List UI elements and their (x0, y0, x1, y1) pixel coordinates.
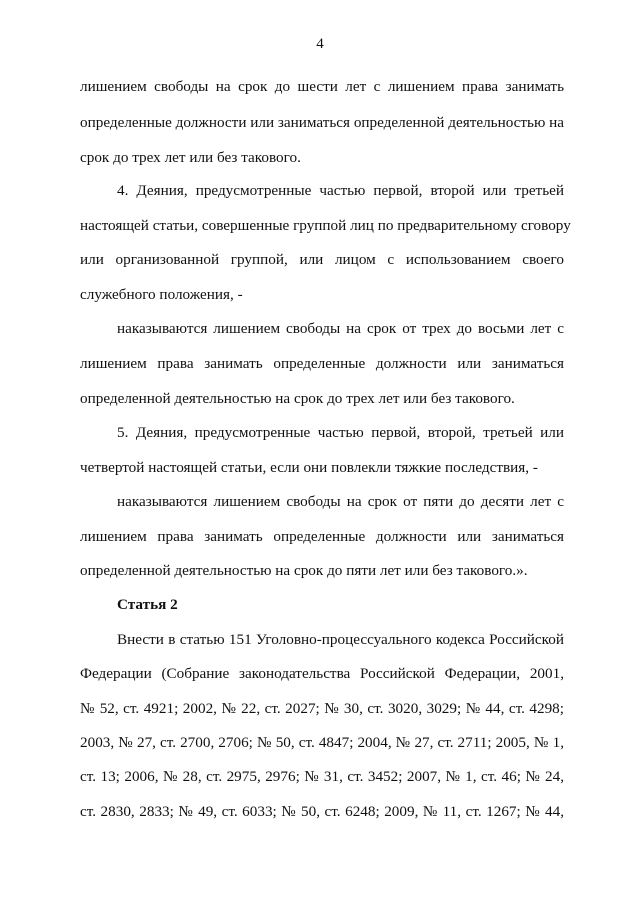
text-line: или организованной группой, или лицом с использованием своего (80, 251, 564, 268)
text-line: наказываются лишением свободы на срок от трех до восьми лет с (117, 320, 564, 337)
text-line: определенной деятельностью на срок до пяти лет или без такового.». (80, 562, 528, 579)
text-line: 4. Деяния, предусмотренные частью первой, второй или третьей (117, 182, 564, 199)
text-line: наказываются лишением свободы на срок от пяти до десяти лет с (117, 493, 564, 510)
text-line: Федерации (Собрание законодательства Российской Федерации, 2001, (80, 665, 564, 682)
text-line: срок до трех лет или без такового. (80, 149, 301, 166)
text-line: 2003, № 27, ст. 2700, 2706; № 50, ст. 4847; 2004, № 27, ст. 2711; 2005, № 1, (80, 734, 564, 751)
text-line: ст. 2830, 2833; № 49, ст. 6033; № 50, ст. 6248; 2009, № 11, ст. 1267; № 44, (80, 803, 564, 820)
text-line: определенные должности или заниматься определенной деятельностью на (80, 114, 564, 131)
text-line: служебного положения, - (80, 286, 243, 303)
text-line: четвертой настоящей статьи, если они повлекли тяжкие последствия, - (80, 459, 538, 476)
text-line: настоящей статьи, совершенные группой лиц по предварительному сговору (80, 217, 571, 234)
page-number: 4 (316, 36, 324, 52)
article-heading: Статья 2 (117, 596, 178, 613)
text-line: лишением права занимать определенные должности или заниматься (80, 355, 564, 372)
text-line: ст. 13; 2006, № 28, ст. 2975, 2976; № 31, ст. 3452; 2007, № 1, ст. 46; № 24, (80, 768, 564, 785)
text-line: № 52, ст. 4921; 2002, № 22, ст. 2027; № 30, ст. 3020, 3029; № 44, ст. 4298; (80, 700, 564, 717)
text-line: определенной деятельностью на срок до трех лет или без такового. (80, 390, 515, 407)
text-line: лишением свободы на срок до шести лет с лишением права занимать (80, 78, 564, 95)
text-line: лишением права занимать определенные должности или заниматься (80, 528, 564, 545)
text-line: Внести в статью 151 Уголовно-процессуального кодекса Российской (117, 631, 564, 648)
text-line: 5. Деяния, предусмотренные частью первой, второй, третьей или (117, 424, 564, 441)
